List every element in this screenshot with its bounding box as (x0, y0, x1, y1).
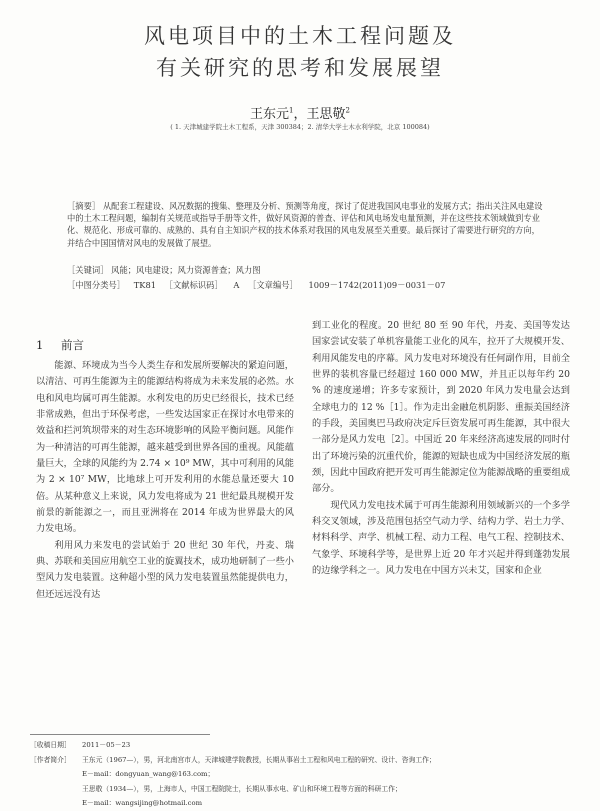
author-name: 王思敬 (306, 107, 346, 122)
clc-value: TK81 (133, 280, 157, 290)
paragraph: 现代风力发电技术属于可再生能源利用领域新兴的一个多学科交叉领域，涉及范围包括空气动力学、结构力学、岩土力学、材料科学、声学、机械工程、动力工程、电气工程、控制技术、气象学、环境科学等，是世界上近 20 年才兴起并得到蓬勃发展的边缘学科之一。风力发电在中国方兴未艾，国家和企业 (312, 499, 570, 577)
section-title: 前言 (60, 338, 84, 352)
keywords-text: 风能；风电建设；风力资源普查；风力图 (111, 265, 261, 275)
footnotes (30, 738, 570, 811)
paper-title-line-2: 有关研究的思考和发展展望 (156, 56, 444, 80)
footnote-divider (30, 734, 210, 735)
author-name: 王东元 (250, 107, 290, 122)
paragraph: 到工业化的程度。20 世纪 80 至 90 年代，丹麦、美国等发达国家尝试安装了单机容量能工业化的风车，拉开了大规模开发、利用风能发电的序幕。风力发电对环境没有任何副作用，目前全世界的装机容量已经超过 160 000 MW，并且正以每年约 20 % 的速度递增；许多专家预计，到 2020 年风力发电量会达到全球电力的 12 %［1］。作为走出金融危机阴影、重振美国经济的手段，美国奥巴马政府决定斥巨资发展可再生能源，其中很大一部分是风力发电［2］。中国近 20 年来经济高速发展的同时付出了环境污染的沉重代价，能源的短缺也成为中国经济发展的瓶颈，因此中国政府把开发可再生能源定位为能源战略的重要组成部分。 (312, 320, 570, 495)
author-bio-1: 王东元（1967—），男，河北南宫市人，天津城建学院教授，长期从事岩土工程和风电工程的研究、设计、咨询工作； (82, 755, 436, 764)
received-label: ［收稿日期］ (30, 741, 71, 749)
doc-code-value: A (233, 280, 240, 290)
doc-code-label: ［文献标识码］ (164, 280, 223, 290)
right-column (312, 318, 570, 728)
author-affiliation-mark: 1 (289, 106, 294, 115)
article-number-value: 1009－1742(2011)09－0031－07 (308, 280, 446, 290)
paragraph: 利用风力来发电的尝试始于 20 世纪 30 年代，丹麦、瑞典、苏联和美国应用航空工业的旋翼技术，成功地研制了一些小型风力发电装置。这种超小型的风力发电装置虽然能提供电力，但还远远没有达 (36, 539, 294, 600)
author-email-2: E－mail：wangsijing@hotmail.com (82, 799, 203, 808)
keywords (67, 264, 547, 276)
section-heading (36, 337, 84, 353)
author-separator: ， (293, 107, 307, 122)
abstract (67, 200, 547, 249)
left-column (36, 358, 294, 726)
received-value: 2011－05－23 (82, 741, 131, 749)
author-email-1: E－mail：dongyuan_wang@163.com； (82, 770, 215, 779)
section-number: 1 (36, 338, 44, 352)
paper-title-line-1: 风电项目中的土木工程问题及 (144, 24, 456, 48)
classification-line (67, 279, 547, 291)
paragraph: 能源、环境成为当今人类生存和发展所要解决的紧迫问题，以清洁、可再生能源为主的能源结构将成为未来发展的必然。水电和风电均属可再生能源。水利发电的历史已经很长，技术已经非常成熟，但出于环保考虑，一些发达国家正在探讨水电带来的效益和拦河筑坝带来的对生态环境影响的风险平衡问题。风能作为一种清洁的可再生能源，越来越受到世界各国的重视。风能蕴量巨大，全球的风能约为 2.74 × 10⁹ MW，其中可利用的风能为 2 × 10⁷ MW，比地球上可开发利用的水能总量还要大 10 倍。从某种意义上来说，风力发电将成为 21 世纪最具规模开发前景的新能源之一，而且亚洲将在 2014 年成为世界最大的风力发电场。 (36, 360, 294, 535)
author-bio-label: ［作者简介］ (30, 755, 71, 764)
author-bio-2: 王思敬（1934—），男，上海市人，中国工程院院士，长期从事水电、矿山和环境工程等方面的科研工作； (82, 784, 402, 793)
abstract-text: 从配套工程建设、风况数据的搜集、整理及分析、预测等角度，探讨了促进我国风电事业的发展方式；指出关注风电建设中的土木工程问题，编制有关规范或指导手册等文件，做好风资源的普查、评估和风电场发电量预测，并在这些技术领域做到专业化、规范化、形成可靠的、成熟的、具有自主知识产权的技术体系对我国的风电发展至关重要。最后探讨了需要进行研究的方向，并结合中国国情对风电的发展做了展望。 (67, 201, 543, 248)
author-affiliation: ( 1. 天津城建学院土木工程系，天津 300384；2. 清华大学土木水利学院，北京 100084) (170, 123, 430, 131)
keywords-label: ［关键词］ (67, 265, 109, 275)
author-bio (30, 753, 570, 768)
clc-label: ［中图分类号］ (67, 280, 126, 290)
abstract-label: ［摘要］ (67, 201, 101, 211)
author-line (0, 103, 600, 122)
received-date (30, 738, 570, 753)
article-number-label: ［文章编号］ (248, 280, 298, 290)
author-affiliation-mark: 2 (345, 106, 350, 115)
